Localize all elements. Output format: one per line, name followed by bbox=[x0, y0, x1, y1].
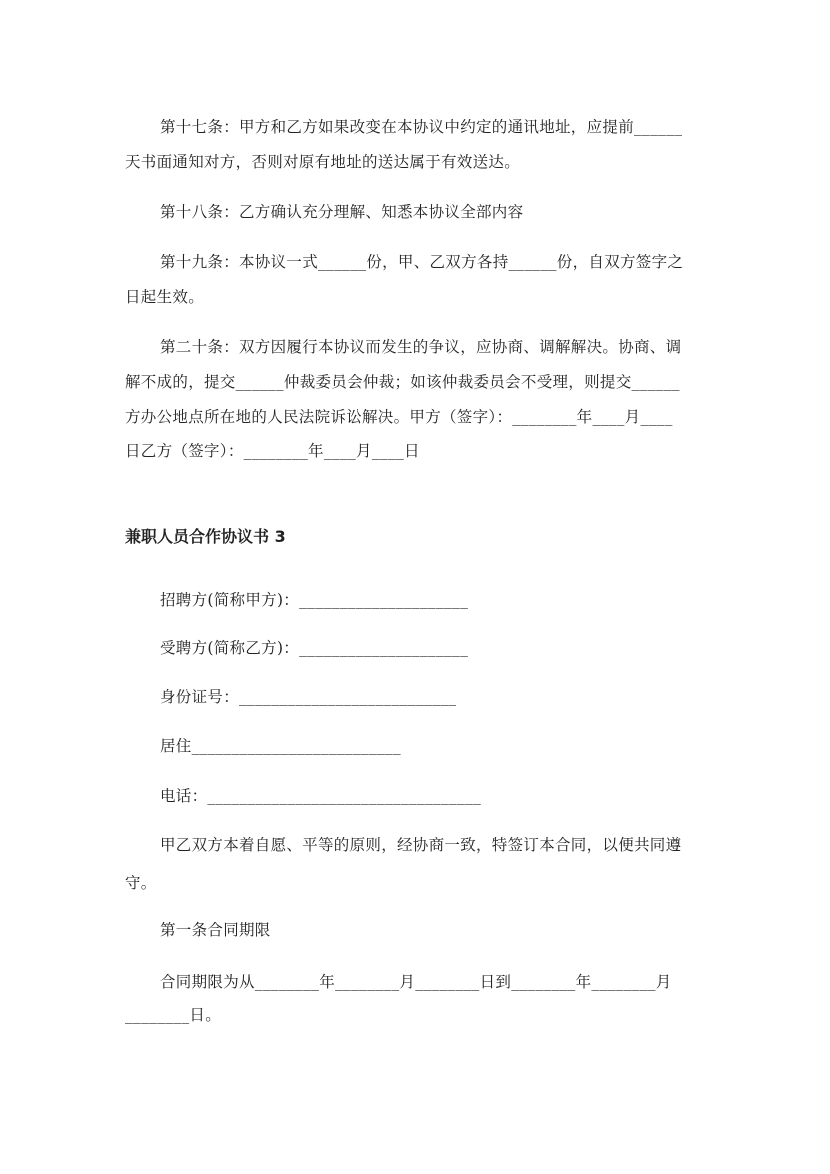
intro-line-2: 守。 bbox=[125, 874, 157, 892]
clause-1-line-2: ________日。 bbox=[125, 1006, 222, 1024]
id-number-field: 身份证号：___________________________ bbox=[160, 688, 457, 706]
intro-line-1: 甲乙双方本着自愿、平等的原则，经协商一致，特签订本合同，以便共同遵 bbox=[160, 836, 682, 854]
article-20-line-3: 方办公地点所在地的人民法院诉讼解决。甲方（签字）：________年____月____ bbox=[125, 408, 673, 426]
section-title: 兼职人员合作协议书 3 bbox=[125, 527, 286, 546]
residence-field: 居住__________________________ bbox=[160, 737, 401, 755]
clause-1-line-1: 合同期限为从________年________月________日到________年________月 bbox=[160, 973, 672, 991]
article-20-line-2: 解不成的，提交______仲裁委员会仲裁；如该仲裁委员会不受理，则提交______ bbox=[125, 373, 680, 391]
clause-1-title: 第一条合同期限 bbox=[160, 921, 271, 939]
article-19-line-1: 第十九条：本协议一式______份，甲、乙双方各持______份，自双方签字之 bbox=[160, 253, 684, 271]
employee-field: 受聘方(简称乙方)：_____________________ bbox=[160, 639, 469, 657]
employer-field: 招聘方(简称甲方)：_____________________ bbox=[160, 591, 469, 609]
article-17-line-1: 第十七条：甲方和乙方如果改变在本协议中约定的通讯地址，应提前______ bbox=[160, 118, 683, 136]
phone-field: 电话：__________________________________ bbox=[160, 787, 482, 805]
article-20-line-1: 第二十条：双方因履行本协议而发生的争议，应协商、调解解决。协商、调 bbox=[160, 338, 682, 356]
article-17-line-2: 天书面通知对方，否则对原有地址的送达属于有效送达。 bbox=[125, 153, 521, 171]
article-20-line-4: 日乙方（签字）：________年____月____日 bbox=[125, 442, 420, 460]
article-19-line-2: 日起生效。 bbox=[125, 288, 205, 306]
article-18: 第十八条：乙方确认充分理解、知悉本协议全部内容 bbox=[160, 203, 524, 221]
